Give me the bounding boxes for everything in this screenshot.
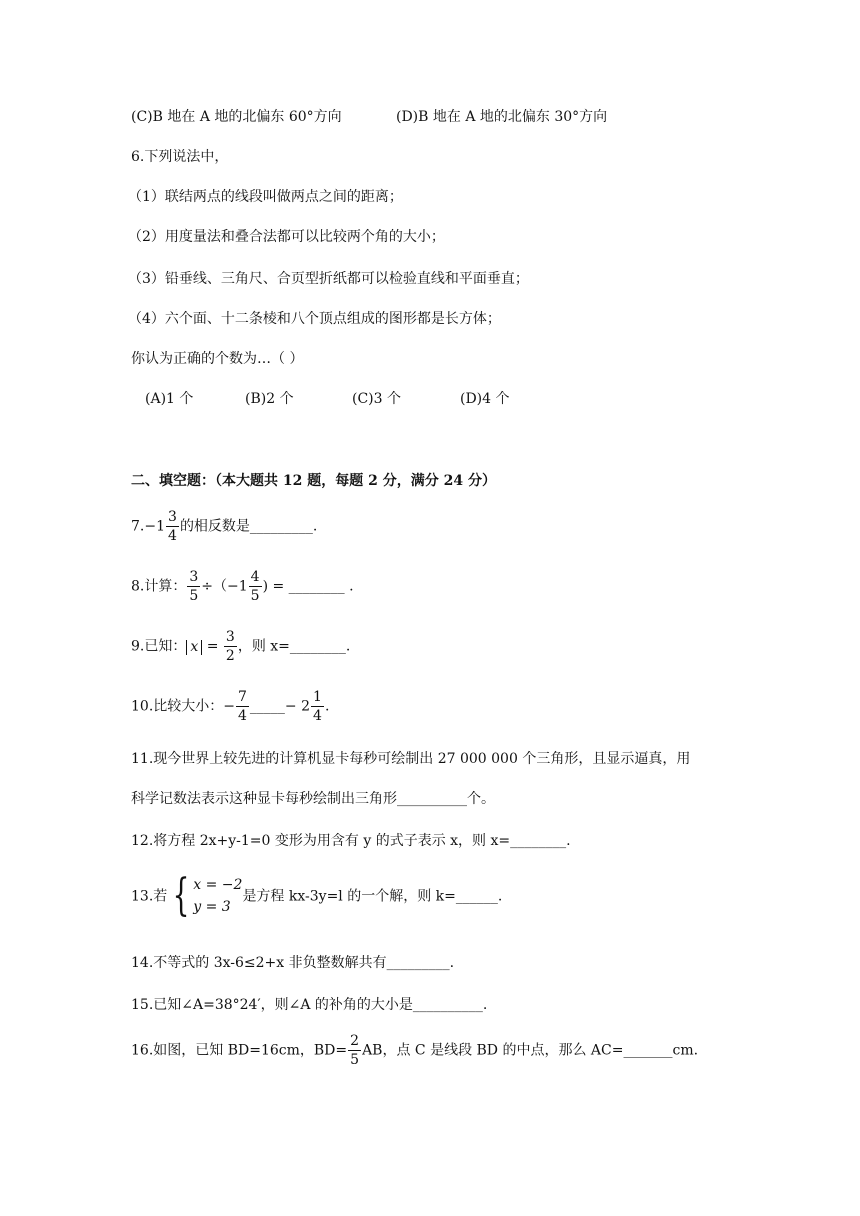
q6-statement-3: （3）铅垂线、三角尺、合页型折纸都可以检验直线和平面垂直； xyxy=(128,271,529,287)
q8-denominator-1: 5 xyxy=(189,588,199,604)
q16-fraction xyxy=(348,1034,361,1067)
q6-statement-4: （4）六个面、十二条棱和八个顶点组成的图形都是长方体； xyxy=(128,311,501,327)
q11-line-1: 11.现今世界上较先进的计算机显卡每秒可绘制出 27 000 000 个三角形，且显示逼真，用 xyxy=(131,751,691,767)
q6-option-b: (B)2 个 xyxy=(245,391,294,407)
q10-minus-1: − xyxy=(223,698,235,715)
q10-blank: _____ xyxy=(249,698,285,715)
q10-fraction-1 xyxy=(236,690,249,723)
q16-denominator: 5 xyxy=(350,1052,360,1068)
q5-option-c: (C)B 地在 A 地的北偏东 60°方向 xyxy=(131,109,342,125)
q8-fraction-1 xyxy=(187,570,200,603)
q10-fraction-2 xyxy=(311,690,324,723)
q7-suffix: 的相反数是_________. xyxy=(179,518,318,535)
q13-equation-1: x = −2 xyxy=(193,877,243,893)
question-14: 14.不等式的 3x-6≤2+x 非负整数解共有_________. xyxy=(131,955,455,971)
q6-stem: 6.下列说法中， xyxy=(131,149,229,165)
q6-option-a: (A)1 个 xyxy=(145,391,194,407)
q10-prefix: 10.比较大小： xyxy=(131,698,224,715)
question-7 xyxy=(131,510,317,543)
q8-prefix: 8.计算： xyxy=(131,578,187,595)
q13-prefix: 13.若 xyxy=(131,888,168,905)
q9-equals: = xyxy=(202,638,223,655)
q6-option-d: (D)4 个 xyxy=(460,391,510,407)
q13-suffix: 是方程 kx-3y=l 的一个解，则 k=______. xyxy=(242,888,503,905)
q16-prefix: 16.如图，已知 BD=16cm，BD= xyxy=(131,1042,348,1059)
question-9 xyxy=(131,630,350,663)
q13-system xyxy=(193,874,242,919)
q10-denominator-2: 4 xyxy=(313,708,322,724)
q10-suffix: . xyxy=(324,698,330,715)
question-8 xyxy=(131,570,354,603)
q7-sign: − xyxy=(144,518,157,535)
q7-prefix: 7. xyxy=(131,518,145,535)
q13-brace: { xyxy=(172,870,190,922)
q9-denominator: 2 xyxy=(225,648,235,664)
q8-numerator-2: 4 xyxy=(250,569,260,585)
q7-fraction xyxy=(166,510,179,543)
q9-numerator: 3 xyxy=(225,629,235,645)
q9-suffix: ，则 x=________. xyxy=(237,638,351,655)
q6-statement-2: （2）用度量法和叠合法都可以比较两个角的大小； xyxy=(128,229,445,245)
q10-minus-2: − 2 xyxy=(284,698,311,715)
q7-whole: 1 xyxy=(156,518,166,535)
q16-suffix: AB，点 C 是线段 BD 的中点，那么 AC=_______cm. xyxy=(362,1042,699,1059)
q8-denominator-2: 5 xyxy=(250,588,260,604)
q13-equation-2: y = 3 xyxy=(193,899,231,916)
q8-fraction-2 xyxy=(249,570,262,603)
q10-denominator-1: 4 xyxy=(238,708,247,724)
q10-numerator-1: 7 xyxy=(238,689,247,705)
q10-numerator-2: 1 xyxy=(313,689,322,705)
q5-option-d: (D)B 地在 A 地的北偏东 30°方向 xyxy=(396,109,608,125)
question-12: 12.将方程 2x+y-1=0 变形为用含有 y 的式子表示 x，则 x=________. xyxy=(131,833,571,849)
q7-numerator: 3 xyxy=(168,509,177,525)
q9-prefix: 9.已知： xyxy=(131,638,187,655)
question-13 xyxy=(131,870,503,922)
section-2-heading: 二、填空题：（本大题共 12 题，每题 2 分，满分 24 分） xyxy=(131,473,496,489)
q9-fraction xyxy=(224,630,237,663)
q11-line-2: 科学记数法表示这种显卡每秒绘制出三角形__________个。 xyxy=(131,791,495,807)
question-16 xyxy=(131,1034,698,1067)
q9-absolute-value: x xyxy=(186,640,202,655)
question-10 xyxy=(131,690,329,723)
q8-suffix: ) = ________ . xyxy=(262,578,354,595)
q6-option-c: (C)3 个 xyxy=(352,391,401,407)
q7-denominator: 4 xyxy=(168,528,177,544)
q6-question: 你认为正确的个数为…（ ） xyxy=(131,351,304,367)
question-15: 15.已知∠A=38°24′，则∠A 的补角的大小是__________. xyxy=(131,997,488,1013)
q6-statement-1: （1）联结两点的线段叫做两点之间的距离； xyxy=(128,189,403,205)
q8-numerator-1: 3 xyxy=(189,569,199,585)
q8-operator: ÷（−1 xyxy=(201,578,248,595)
q16-numerator: 2 xyxy=(350,1033,360,1049)
